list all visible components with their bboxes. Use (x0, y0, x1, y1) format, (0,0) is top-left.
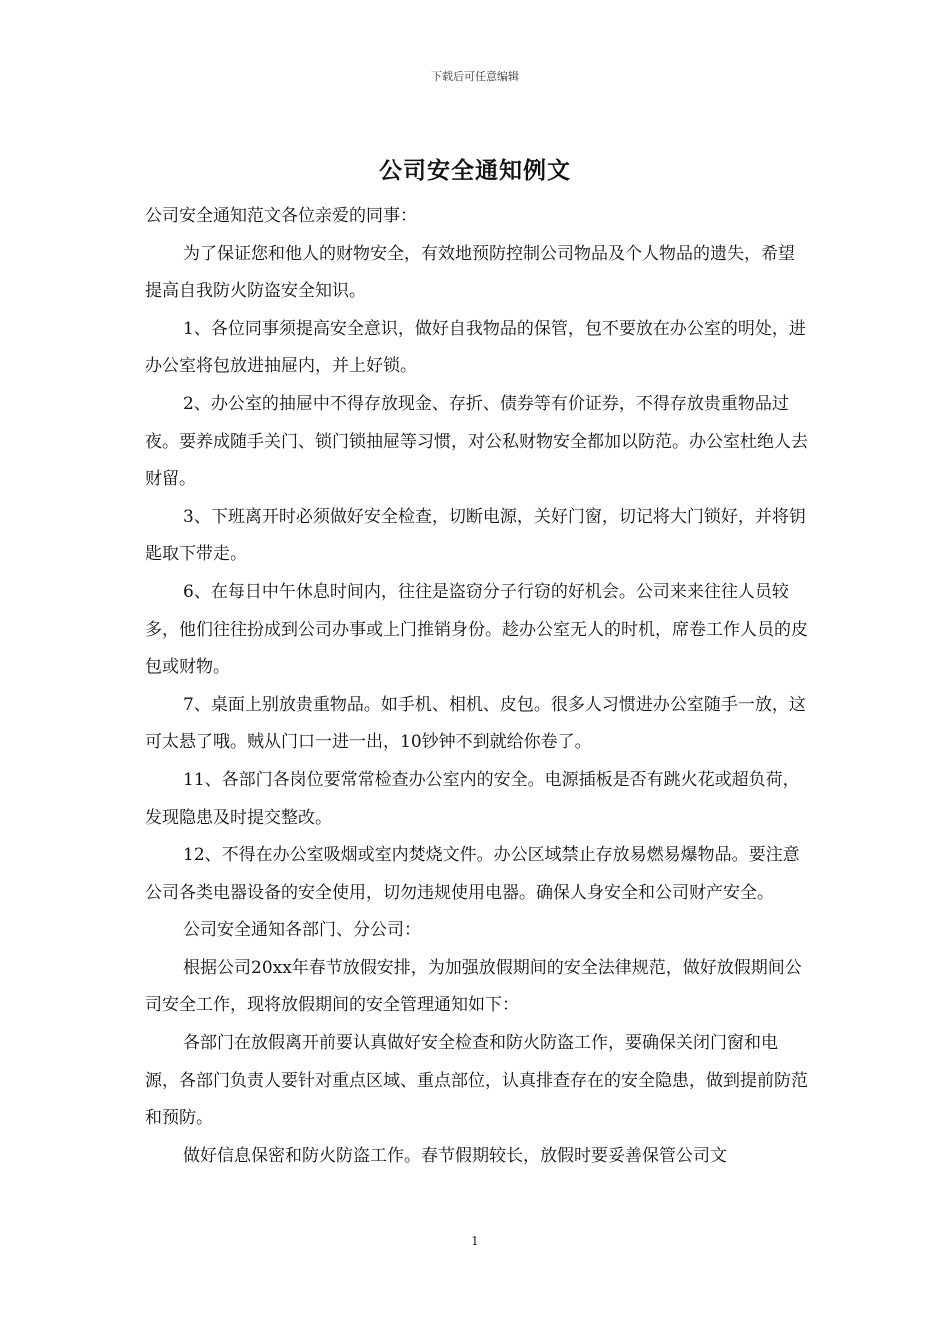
body-paragraph: 3、下班离开时必须做好安全检查，切断电源，关好门窗，切记将大门锁好，并将钥匙取下带走。 (145, 506, 806, 565)
body-paragraph: 为了保证您和他人的财物安全，有效地预防控制公司物品及个人物品的遗失，希望提高自我防火防盗安全知识。 (145, 243, 795, 302)
body-paragraph: 各部门在放假离开前要认真做好安全检查和防火防盗工作，要确保关闭门窗和电源，各部门负责人要针对重点区域、重点部位，认真排查存在的安全隐患，做到提前防范和预防。 (145, 1033, 808, 1129)
body-paragraph: 做好信息保密和防火防盗工作。春节假期较长，放假时要妥善保管公司文 (183, 1145, 727, 1166)
salutation-paragraph: 公司安全通知范文各位亲爱的同事： (145, 206, 417, 226)
section-salutation-paragraph: 公司安全通知各部门、分公司： (183, 920, 421, 941)
document-body (145, 198, 810, 1175)
body-paragraph: 11、各部门各岗位要常常检查办公室内的安全。电源插板是否有跳火花或超负荷，发现隐患及时提交整改。 (145, 769, 800, 828)
body-paragraph: 6、在每日中午休息时间内，往往是盗窃分子行窃的好机会。公司来来往往人员较多，他们往往扮成到公司办事或上门推销身份。趁办公室无人的时机，席卷工作人员的皮包或财物。 (145, 581, 808, 678)
body-paragraph: 12、不得在办公室吸烟或室内焚烧文件。办公区域禁止存放易燃易爆物品。要注意公司各类电器设备的安全使用，切勿违规使用电器。确保人身安全和公司财产安全。 (145, 845, 800, 903)
document-title: 公司安全通知例文 (379, 157, 571, 184)
body-paragraph: 根据公司20xx年春节放假安排，为加强放假期间的安全法律规范，做好放假期间公司安全工作，现将放假期间的安全管理通知如下： (145, 957, 802, 1016)
body-paragraph: 1、各位同事须提高安全意识，做好自我物品的保管，包不要放在办公室的明处，进办公室将包放进抽屉内，并上好锁。 (145, 318, 806, 377)
page-header-note: 下载后可任意编辑 (431, 70, 519, 83)
body-paragraph: 2、办公室的抽屉中不得存放现金、存折、债券等有价证券，不得存放贵重物品过夜。要养成随手关门、锁门锁抽屉等习惯，对公私财物安全都加以防范。办公室杜绝人去财留。 (145, 393, 808, 490)
page-number: 1 (471, 1234, 479, 1248)
body-paragraph: 7、桌面上别放贵重物品。如手机、相机、皮包。很多人习惯进办公室随手一放，这可太悬了哦。贼从门口一进一出，10钞钟不到就给你卷了。 (145, 694, 806, 753)
